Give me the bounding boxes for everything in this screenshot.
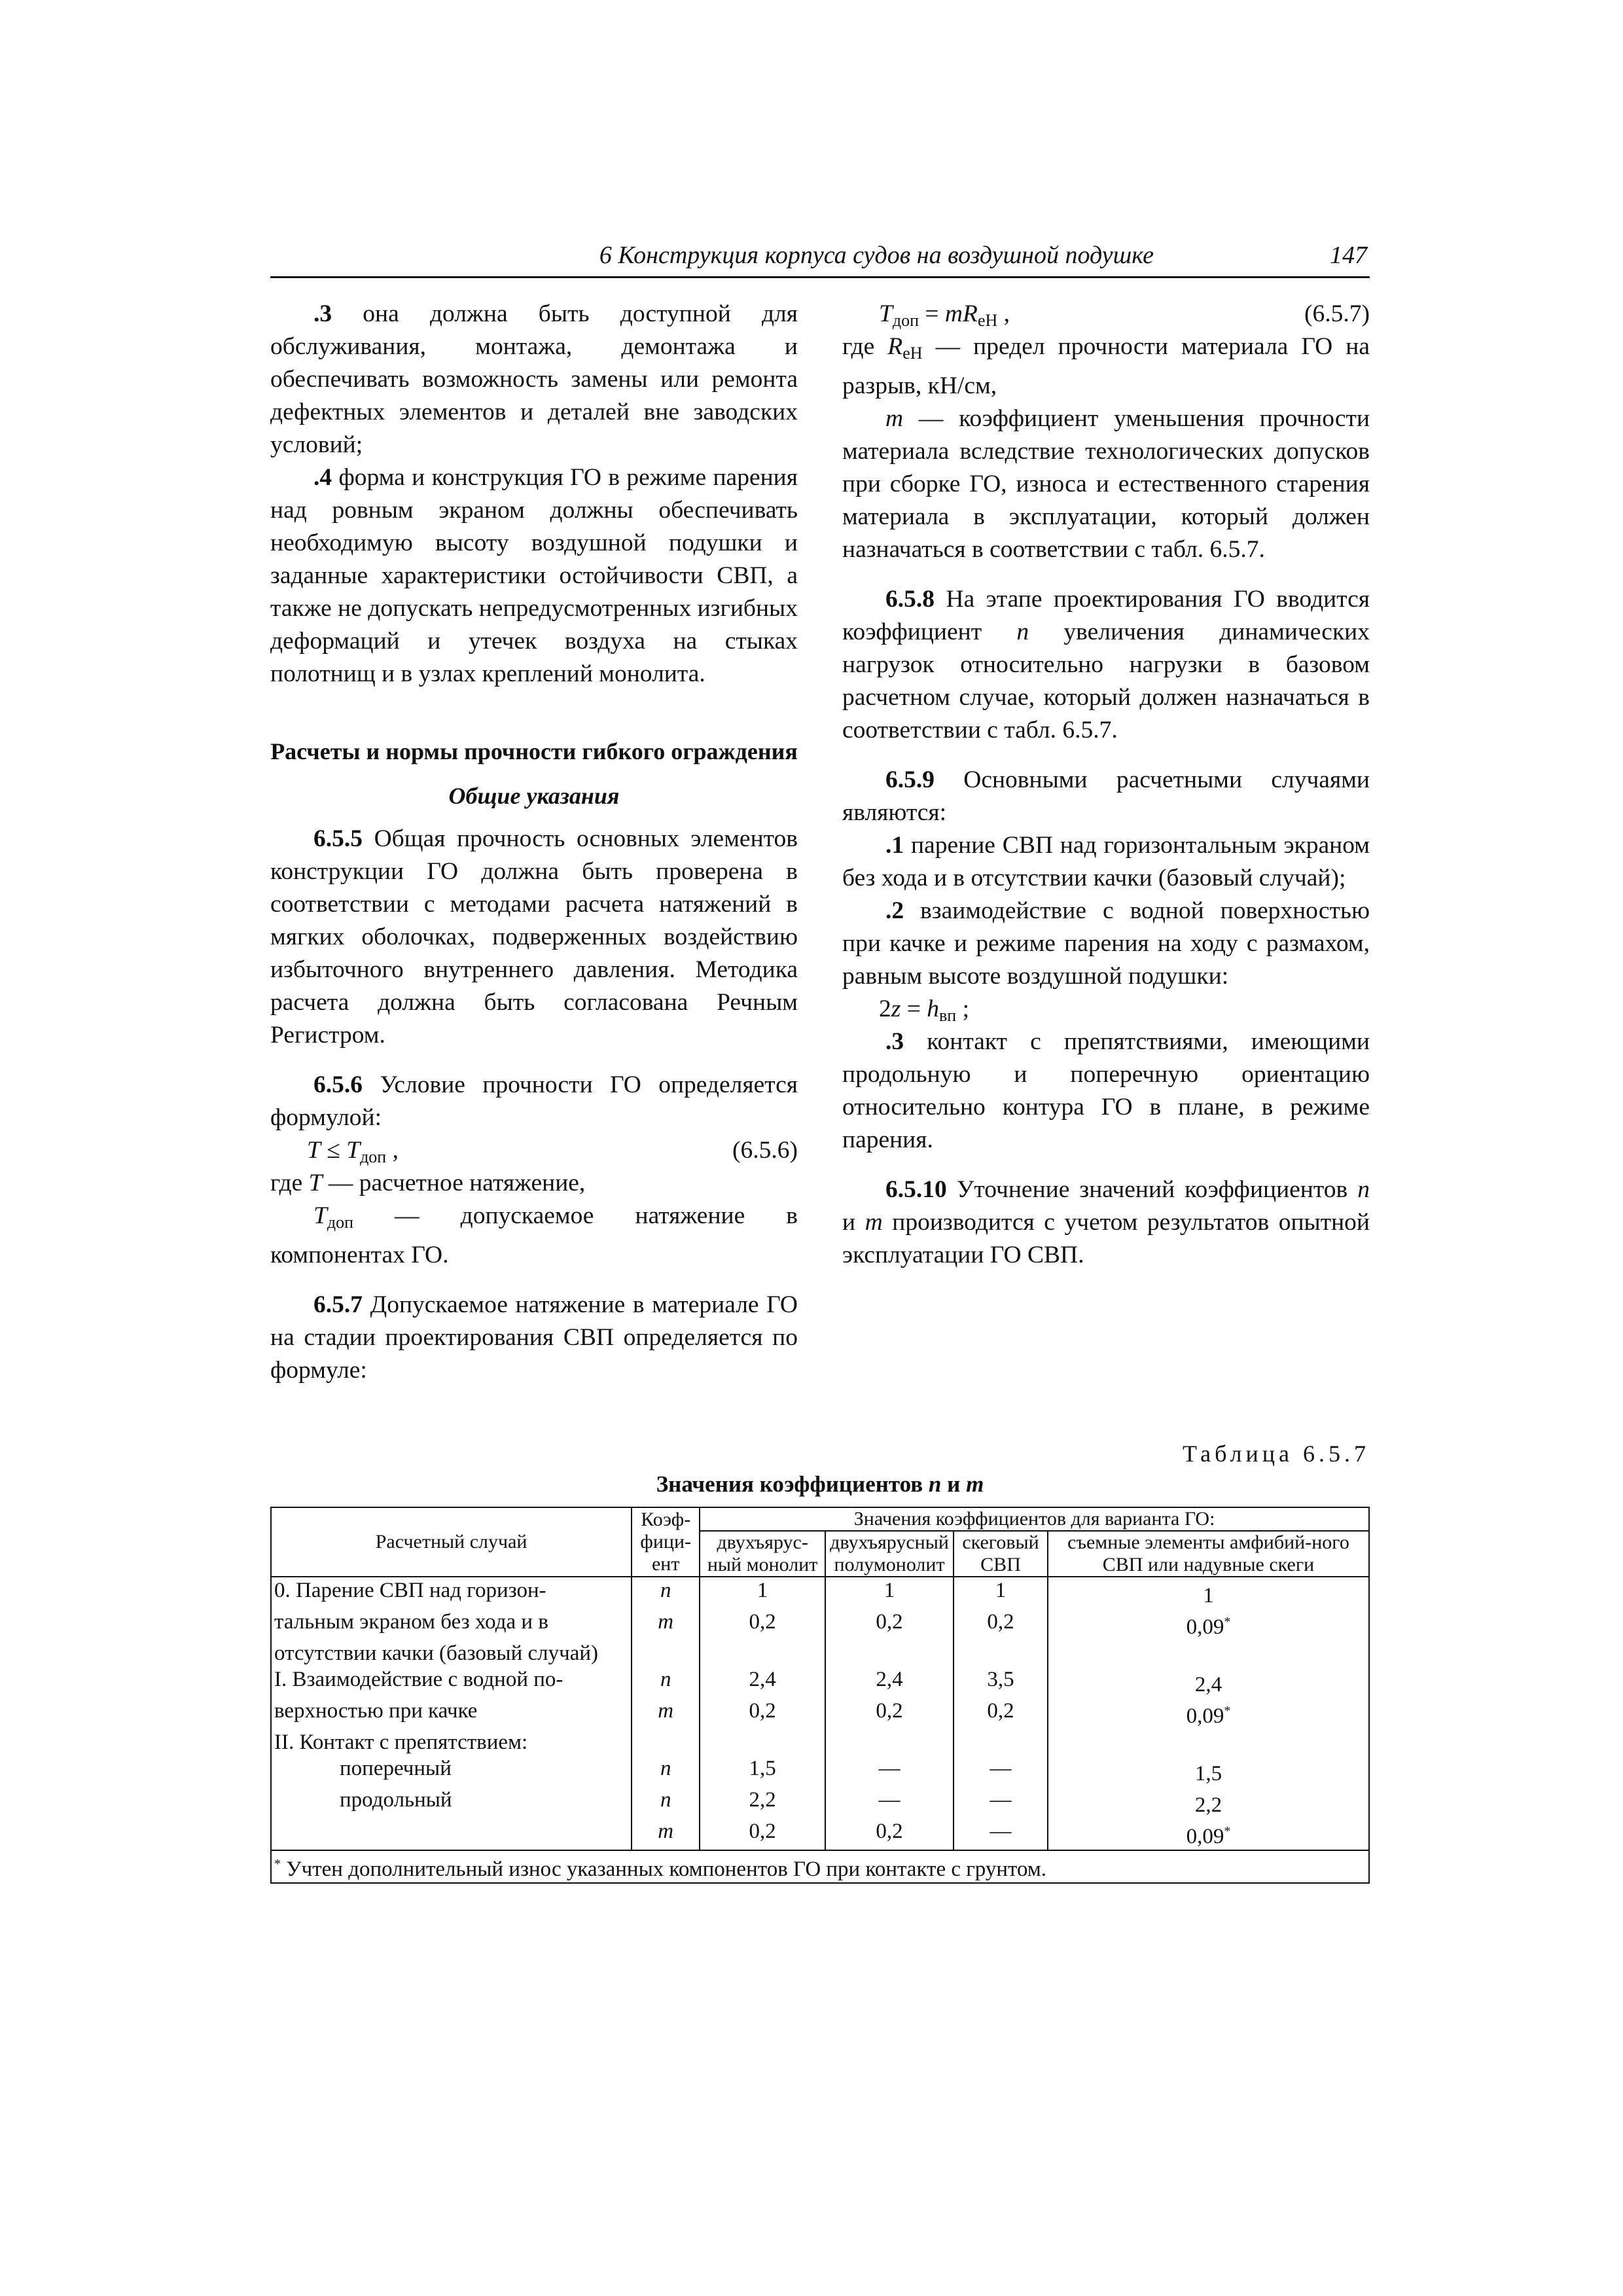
section-heading: Расчеты и нормы прочности гибкого ограждения	[270, 738, 798, 764]
header-variant-1: двухъярус-ный монолит	[700, 1531, 825, 1577]
header-variant-2: двухъярусный полумонолит	[825, 1531, 954, 1577]
table-caption: Значения коэффициентов n и m	[656, 1471, 984, 1497]
table-row: продольный n 2,2 — — 2,2	[271, 1787, 1369, 1818]
item-3: .3 она должна быть доступной для обслуживания, монтажа, демонтажа и обеспечивать возможность замены или ремонта дефектных элементов и деталей вне заводских условий;	[270, 300, 798, 458]
where-R: где $R_{eН}$ — предел прочности материала ГО на разрыв, кН/см,	[842, 333, 1370, 399]
table-row: 0. Парение СВП над горизон- n 1 1 1 1	[271, 1577, 1369, 1609]
clause-6-5-8: 6.5.8 На этапе проектирования ГО вводится коэффициент n увеличения динамических нагрузок относительно нагрузки в базовом расчетном случае, который должен назначаться в соответствии с табл. 6.5.7.	[842, 586, 1370, 744]
header-variant-4: съемные элементы амфибий-ного СВП или надувные скеги	[1048, 1531, 1369, 1577]
header-values: Значения коэффициентов для варианта ГО:	[700, 1507, 1369, 1531]
clause-6-5-9: 6.5.9 Основными расчетными случаями являются:	[842, 766, 1370, 826]
right-column	[842, 298, 1370, 1272]
clause-6-5-10: 6.5.10 Уточнение значений коэффициентов n и m производится с учетом результатов опытной эксплуатации ГО СВП.	[842, 1176, 1370, 1268]
formula-6-5-7: $T_{доп} = mR_{eН}$ , (6.5.7)	[842, 298, 1370, 331]
table-row: I. Взаимодействие с водной по- n 2,4 2,4 3,5 2,4	[271, 1666, 1369, 1698]
left-column	[270, 298, 798, 1387]
table-footnote: * Учтен дополнительный износ указанных компонентов ГО при контакте с грунтом.	[271, 1850, 1369, 1883]
page-header	[270, 241, 1370, 275]
coefficients-table	[270, 1507, 1370, 1884]
header-rule	[270, 276, 1370, 278]
clause-6-5-5: 6.5.5 Общая прочность основных элементов конструкции ГО должна быть проверена в соответствии с методами расчета натяжений в мягких оболочках, подверженных воздействию избыточного внутреннего давления. Методика расчета должна быть согласована Речным Регистром.	[270, 825, 798, 1049]
table-row: тальным экраном без хода и в m 0,2 0,2 0,2 0,09*	[271, 1609, 1369, 1640]
clause-6-5-6: 6.5.6 Условие прочности ГО определяется формулой:	[270, 1071, 798, 1131]
header-coefficient: Коэф-фици-ент	[632, 1507, 700, 1577]
item-4: .4 форма и конструкция ГО в режиме парения над ровным экраном должны обеспечивать необходимую высоту воздушной подушки и заданные характеристики остойчивости СВП, а также не допускать непредусмотренных изгибных деформаций и утечек воздуха на стыках полотнищ и в узлах креплений монолита.	[270, 464, 798, 687]
table-row: верхностью при качке m 0,2 0,2 0,2 0,09*	[271, 1698, 1369, 1729]
where-Tdop: $T_{доп}$ — допускаемое натяжение в компонентах ГО.	[270, 1202, 798, 1268]
table-label: Таблица 6.5.7	[1183, 1441, 1370, 1467]
subsection-heading: Общие указания	[448, 783, 620, 809]
case-3: .3 контакт с препятствиями, имеющими продольную и поперечную ориентацию относительно контура ГО в плане, в режиме парения.	[842, 1028, 1370, 1153]
table-row: поперечный n 1,5 — — 1,5	[271, 1755, 1369, 1787]
running-title: 6 Конструкция корпуса судов на воздушной подушке	[599, 242, 1154, 269]
table-row: II. Контакт с препятствием:	[271, 1729, 1369, 1755]
equation-number: (6.5.6)	[732, 1137, 798, 1164]
clause-6-5-7: 6.5.7 Допускаемое натяжение в материале ГО на стадии проектирования СВП определяется по формуле:	[270, 1291, 798, 1384]
page-number: 147	[1330, 242, 1367, 269]
equation-number: (6.5.7)	[1304, 300, 1370, 327]
table-row: m 0,2 0,2 — 0,09*	[271, 1818, 1369, 1850]
case-1: .1 парение СВП над горизонтальным экраном без хода и в отсутствии качки (базовый случай);	[842, 832, 1370, 891]
formula-6-5-6: $T \le T_{доп}$ , (6.5.6)	[270, 1134, 798, 1167]
table-footnote-row	[271, 1850, 1369, 1883]
where-m: m — коэффициент уменьшения прочности материала вследствие технологических допусков при сборке ГО, износа и естественного старения материала в эксплуатации, который должен назначаться в соответствии с табл. 6.5.7.	[842, 405, 1370, 563]
table-row: отсутствии качки (базовый случай)	[271, 1640, 1369, 1666]
case-2: .2 взаимодействие с водной поверхностью при качке и режиме парения на ходу с размахом, равным высоте воздушной подушки:	[842, 897, 1370, 990]
header-case: Расчетный случай	[271, 1507, 632, 1577]
where-T: где T — расчетное натяжение,	[270, 1170, 586, 1196]
header-variant-3: скеговый СВП	[954, 1531, 1048, 1577]
formula-2z: $2z = h_{вп}$ ;	[879, 996, 969, 1025]
